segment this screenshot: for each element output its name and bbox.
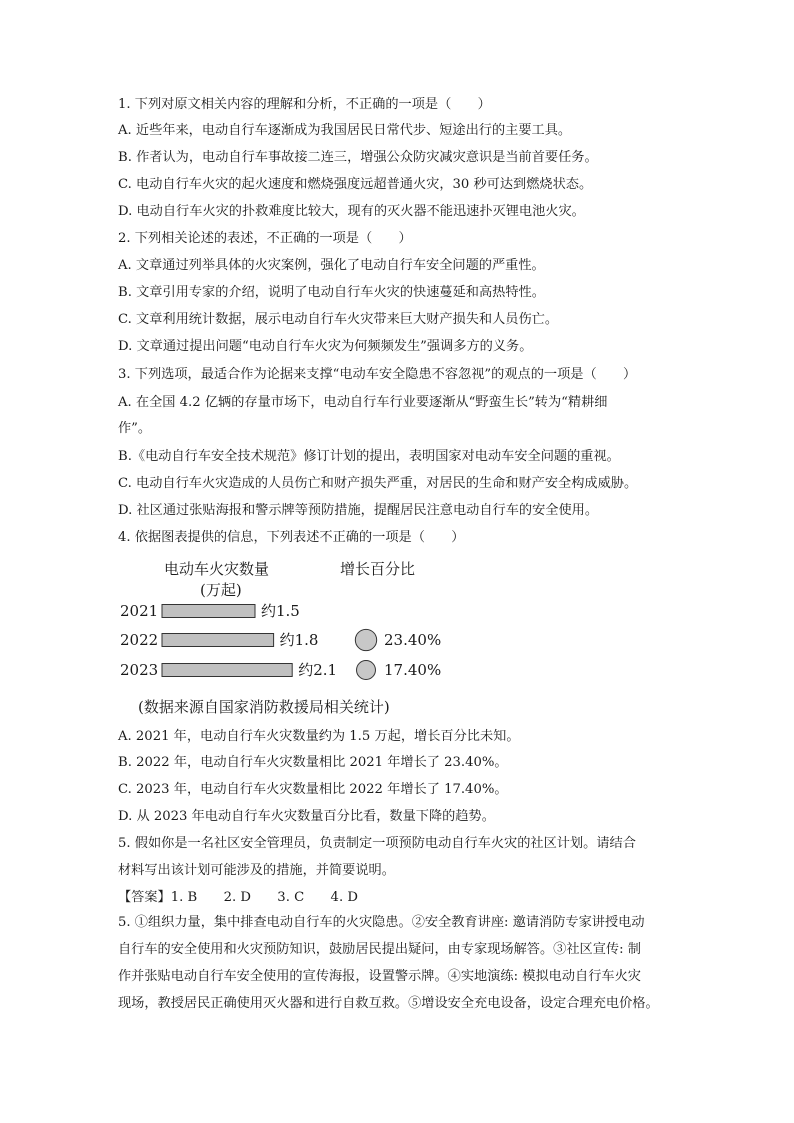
text-line-q3: 3. 下列选项，最适合作为论据来支撑“电动车安全隐患不容忽视”的观点的一项是（ ） (118, 367, 637, 382)
text-line-q1a: A. 近些年来，电动自行车逐渐成为我国居民日常代步、短途出行的主要工具。 (118, 123, 572, 138)
text-line-q4: 4. 依据图表提供的信息，下列表述不正确的一项是（ ） (118, 530, 465, 545)
text-line-a5a: 5. ①组织力量，集中排查电动自行车的火灾隐患。②安全教育讲座: 邀请消防专家讲授电动 (118, 915, 645, 930)
growth-circle-2023 (357, 661, 376, 680)
text-line-q2b: B. 文章引用专家的介绍，说明了电动自行车火灾的快速蔓延和高热特性。 (118, 285, 545, 300)
year-label-2022: 2022 (120, 631, 159, 649)
text-line-q3a2: 作”。 (118, 421, 152, 436)
bar-2022 (162, 634, 274, 647)
growth-header: 增长百分比 (340, 560, 416, 578)
text-line-q1c: C. 电动自行车火灾的起火速度和燃烧强度远超普通火灾，30 秒可达到燃烧状态。 (118, 177, 593, 192)
text-line-q5a: 5. 假如你是一名社区安全管理员，负责制定一项预防电动自行车火灾的社区计划。请结合 (118, 836, 636, 851)
text-line-q2d: D. 文章通过提出问题“电动自行车火灾为何频频发生”强调多方的义务。 (118, 339, 533, 354)
text-line-q2a: A. 文章通过列举具体的火灾案例，强化了电动自行车安全问题的严重性。 (118, 258, 545, 273)
value-label-2021: 约1.5 (261, 602, 300, 620)
text-line-q4c: C. 2023 年，电动自行车火灾数量相比 2022 年增长了 17.40%。 (118, 782, 508, 797)
text-line-q5b: 材料写出该计划可能涉及的措施，并简要说明。 (118, 863, 395, 878)
text-line-q1: 1. 下列对原文相关内容的理解和分析，不正确的一项是（ ） (118, 97, 491, 112)
text-line-q3a1: A. 在全国 4.2 亿辆的存量市场下，电动自行车行业要逐渐从“野蛮生长”转为“精耕细 (118, 395, 608, 410)
text-line-q3d: D. 社区通过张贴海报和警示牌等预防措施，提醒居民注意电动自行车的安全使用。 (118, 503, 599, 518)
value-label-2022: 约1.8 (279, 631, 319, 649)
text-line-q4d: D. 从 2023 年电动自行车火灾数量百分比看，数量下降的趋势。 (118, 809, 495, 824)
text-line-a5d: 现场，教授居民正确使用灭火器和进行自救互救。⑤增设安全充电设备，设定合理充电价格。 (118, 996, 659, 1011)
text-line-a5c: 作并张贴电动自行车安全使用的宣传海报，设置警示牌。④实地演练: 模拟电动自行车火灾 (118, 969, 641, 984)
text-line-ans: 【答案】1. B 2. D 3. C 4. D (118, 890, 358, 905)
chart-title: 电动车火灾数量 (164, 560, 270, 578)
text-line-q3b: B.《电动自行车安全技术规范》修订计划的提出，表明国家对电动车安全问题的重视。 (118, 449, 620, 464)
chart-rows (120, 602, 441, 679)
text-line-q2: 2. 下列相关论述的表述，不正确的一项是（ ） (118, 231, 412, 246)
growth-label-2022: 23.40% (384, 631, 442, 649)
text-line-q1d: D. 电动自行车火灾的扑救难度比较大，现有的灭火器不能迅速扑灭锂电池火灾。 (118, 204, 585, 219)
text-line-q2c: C. 文章利用统计数据，展示电动自行车火灾带来巨大财产损失和人员伤亡。 (118, 312, 559, 327)
text-line-q4a: A. 2021 年，电动自行车火灾数量约为 1.5 万起，增长百分比未知。 (118, 729, 520, 744)
chart-unit: (万起) (200, 581, 242, 599)
text-line-a5b: 自行车的安全使用和火灾预防知识，鼓励居民提出疑问，由专家现场解答。③社区宣传: 制 (118, 942, 641, 957)
year-label-2023: 2023 (120, 661, 159, 679)
bar-2021 (162, 605, 255, 618)
text-line-q3c: C. 电动自行车火灾造成的人员伤亡和财产损失严重，对居民的生命和财产安全构成威胁。 (118, 476, 638, 491)
text-line-q1b: B. 作者认为，电动自行车事故接二连三，增强公众防灾减灾意识是当前首要任务。 (118, 150, 598, 165)
text-line-q4b: B. 2022 年，电动自行车火灾数量相比 2021 年增长了 23.40%。 (118, 755, 508, 770)
value-label-2023: 约2.1 (298, 661, 338, 679)
growth-label-2023: 17.40% (384, 661, 442, 679)
chart-source: (数据来源自国家消防救援局相关统计) (138, 698, 390, 716)
bar-2023 (162, 664, 292, 677)
growth-circle-2022 (355, 629, 376, 650)
year-label-2021: 2021 (120, 602, 159, 620)
